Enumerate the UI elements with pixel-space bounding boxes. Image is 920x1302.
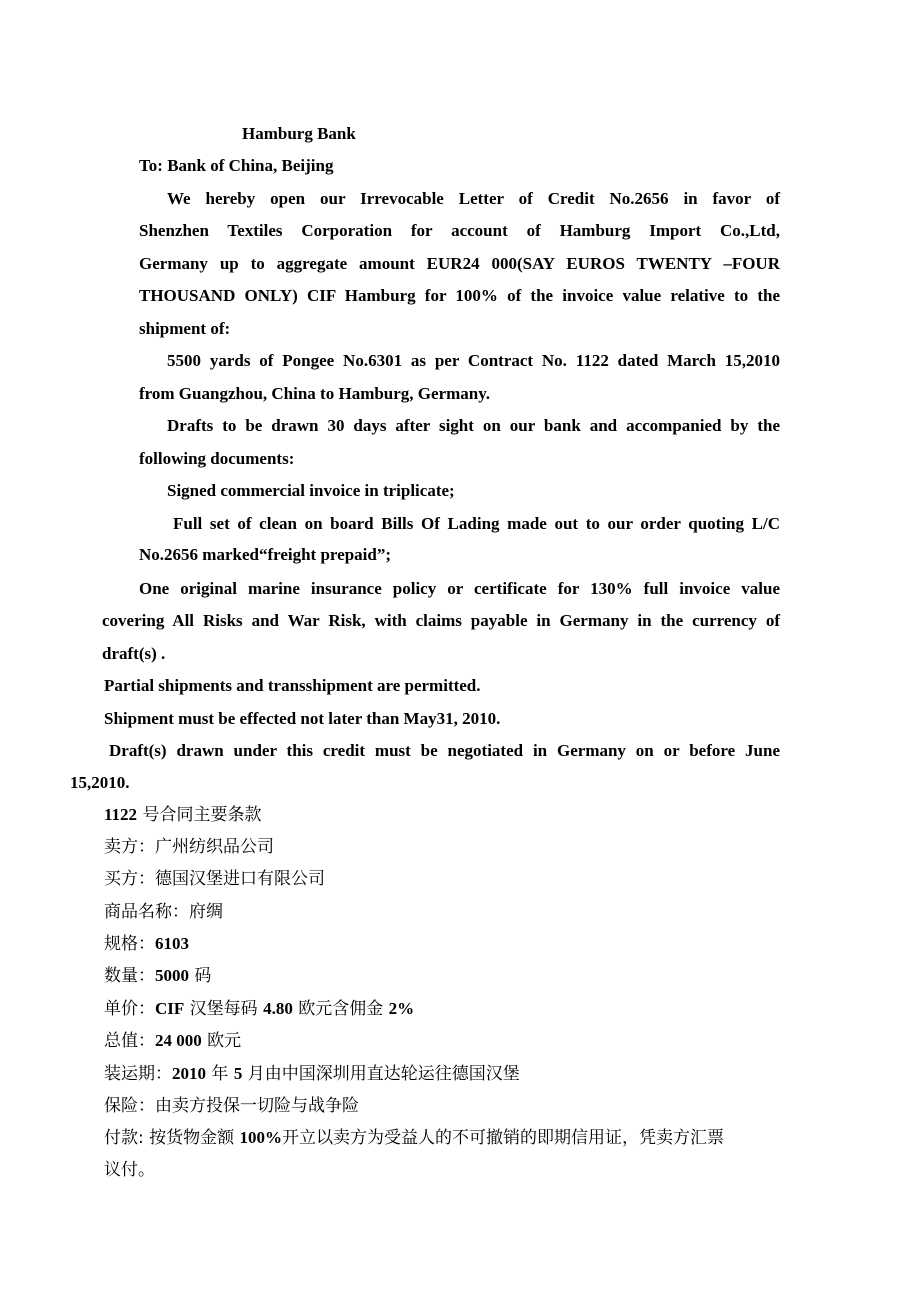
contract-quantity: 数量：5000 码	[104, 966, 212, 986]
doc-insurance-line2: covering All Risks and War Risk, with claims payable in Germany in the currency of	[102, 611, 780, 630]
doc-bl-line2: No.2656 marked“freight prepaid”;	[139, 545, 392, 564]
contract-title: 1122 号合同主要条款	[104, 805, 262, 825]
doc-bl-line1: Full set of clean on board Bills Of Lading made out to our order quoting L/C	[173, 514, 780, 533]
contract-buyer: 买方：德国汉堡进口有限公司	[104, 869, 325, 889]
contract-unit-price: 单价：CIF 汉堡每码 4.80 欧元含佣金 2%	[104, 999, 415, 1019]
para1-line1: We hereby open our Irrevocable Letter of Credit No.2656 in favor of	[167, 189, 780, 208]
contract-shipment: 装运期：2010 年 5 月由中国深圳用直达轮运往德国汉堡	[104, 1064, 520, 1084]
para2-line2: from Guangzhou, China to Hamburg, Germany.	[139, 384, 491, 403]
contract-seller: 卖方：广州纺织品公司	[104, 837, 274, 857]
para1-line2: Shenzhen Textiles Corporation for account of Hamburg Import Co.,Ltd,	[139, 221, 780, 240]
doc-insurance-line3: draft(s) .	[102, 644, 166, 663]
para1-line4: THOUSAND ONLY) CIF Hamburg for 100% of the invoice value relative to the	[139, 286, 780, 305]
contract-goods: 商品名称：府绸	[104, 902, 223, 922]
shipment-deadline: Shipment must be effected not later than May31, 2010.	[104, 709, 501, 728]
doc-invoice: Signed commercial invoice in triplicate;	[167, 481, 455, 500]
contract-insurance: 保险：由卖方投保一切险与战争险	[104, 1096, 359, 1116]
contract-payment-line2: 议付。	[104, 1160, 155, 1180]
partial-shipments: Partial shipments and transshipment are permitted.	[104, 676, 481, 695]
negotiation-line2: 15,2010.	[70, 773, 130, 792]
para2-line1: 5500 yards of Pongee No.6301 as per Contract No. 1122 dated March 15,2010	[167, 351, 780, 370]
contract-spec: 规格：6103	[104, 934, 189, 954]
doc-insurance-line1: One original marine insurance policy or certificate for 130% full invoice value	[139, 579, 780, 598]
contract-total-value: 总值：24 000 欧元	[104, 1031, 242, 1051]
para1-line5: shipment of:	[139, 319, 231, 338]
bank-name: Hamburg Bank	[242, 124, 356, 143]
para3-line2: following documents:	[139, 449, 295, 468]
contract-payment-line1: 付款: 按货物金额 100%开立以卖方为受益人的不可撤销的即期信用证，凭卖方汇票	[104, 1128, 725, 1148]
para3-line1: Drafts to be drawn 30 days after sight on our bank and accompanied by the	[167, 416, 780, 435]
addressee-line: To: Bank of China, Beijing	[139, 156, 334, 175]
para1-line3: Germany up to aggregate amount EUR24 000(SAY EUROS TWENTY –FOUR	[139, 254, 780, 273]
negotiation-line1: Draft(s) drawn under this credit must be negotiated in Germany on or before June	[109, 741, 780, 760]
